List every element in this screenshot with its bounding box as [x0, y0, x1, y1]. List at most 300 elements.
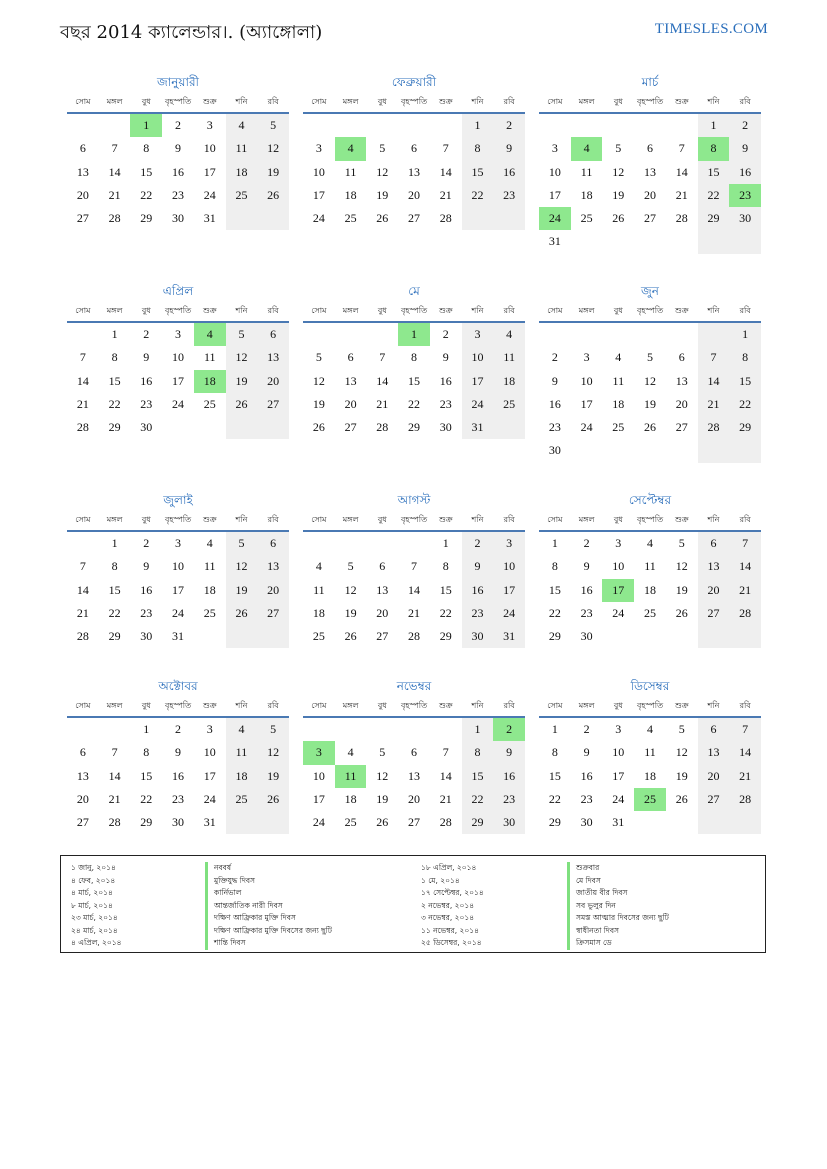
day-cell[interactable]: 2 [143, 536, 150, 550]
day-cell[interactable]: 10 [612, 745, 625, 760]
day-cell[interactable]: 6 [647, 141, 654, 156]
day-cell[interactable]: 7 [698, 346, 730, 369]
day-cell[interactable]: 24 [493, 602, 525, 625]
day-cell[interactable]: 19 [376, 187, 389, 202]
day-cell[interactable]: 13 [257, 346, 289, 369]
day-cell[interactable]: 22 [140, 791, 153, 806]
day-cell[interactable]: 9 [729, 137, 761, 160]
day-cell[interactable]: 22 [548, 791, 561, 806]
holiday-day-cell[interactable]: 8 [698, 137, 730, 160]
day-cell[interactable]: 27 [76, 211, 89, 226]
day-cell[interactable]: 22 [462, 788, 494, 811]
day-cell[interactable]: 1 [551, 722, 558, 736]
day-cell[interactable]: 13 [257, 555, 289, 578]
day-cell[interactable]: 11 [203, 559, 216, 574]
day-cell[interactable]: 6 [379, 559, 386, 574]
day-cell[interactable]: 21 [729, 579, 761, 602]
day-cell[interactable]: 12 [312, 373, 325, 388]
day-cell[interactable]: 15 [108, 373, 121, 388]
day-cell[interactable]: 22 [408, 396, 421, 411]
day-cell[interactable]: 11 [226, 137, 258, 160]
day-cell[interactable]: 29 [439, 629, 452, 644]
day-cell[interactable]: 26 [612, 211, 625, 226]
day-cell[interactable]: 8 [462, 137, 494, 160]
day-cell[interactable]: 1 [462, 718, 494, 741]
day-cell[interactable]: 19 [226, 579, 258, 602]
day-cell[interactable]: 2 [442, 327, 449, 341]
day-cell[interactable]: 21 [439, 187, 452, 202]
day-cell[interactable]: 20 [644, 187, 657, 202]
day-cell[interactable]: 4 [615, 350, 622, 365]
day-cell[interactable]: 16 [172, 768, 185, 783]
day-cell[interactable]: 19 [612, 187, 625, 202]
day-cell[interactable]: 27 [76, 815, 89, 830]
day-cell[interactable]: 19 [644, 396, 657, 411]
day-cell[interactable]: 27 [408, 815, 421, 830]
day-cell[interactable]: 20 [675, 396, 688, 411]
day-cell[interactable]: 23 [580, 605, 593, 620]
day-cell[interactable]: 17 [172, 373, 185, 388]
day-cell[interactable]: 5 [257, 718, 289, 741]
day-cell[interactable]: 27 [257, 602, 289, 625]
day-cell[interactable]: 16 [172, 164, 185, 179]
day-cell[interactable]: 10 [580, 373, 593, 388]
day-cell[interactable]: 10 [312, 768, 325, 783]
day-cell[interactable]: 4 [493, 323, 525, 346]
day-cell[interactable]: 19 [226, 370, 258, 393]
day-cell[interactable]: 16 [729, 161, 761, 184]
holiday-day-cell[interactable]: 4 [194, 323, 226, 346]
day-cell[interactable]: 15 [108, 582, 121, 597]
day-cell[interactable]: 16 [580, 582, 593, 597]
day-cell[interactable]: 14 [698, 370, 730, 393]
day-cell[interactable]: 27 [376, 629, 389, 644]
day-cell[interactable]: 9 [493, 741, 525, 764]
day-cell[interactable]: 15 [408, 373, 421, 388]
day-cell[interactable]: 4 [315, 559, 322, 574]
day-cell[interactable]: 21 [729, 765, 761, 788]
day-cell[interactable]: 15 [140, 768, 153, 783]
day-cell[interactable]: 14 [729, 555, 761, 578]
day-cell[interactable]: 2 [583, 722, 590, 736]
day-cell[interactable]: 8 [729, 346, 761, 369]
day-cell[interactable]: 28 [408, 629, 421, 644]
day-cell[interactable]: 18 [226, 765, 258, 788]
day-cell[interactable]: 31 [203, 815, 216, 830]
day-cell[interactable]: 1 [143, 722, 150, 736]
day-cell[interactable]: 12 [376, 768, 389, 783]
day-cell[interactable]: 15 [698, 161, 730, 184]
day-cell[interactable]: 18 [493, 370, 525, 393]
day-cell[interactable]: 8 [551, 745, 558, 760]
day-cell[interactable]: 24 [203, 791, 216, 806]
day-cell[interactable]: 13 [408, 164, 421, 179]
day-cell[interactable]: 7 [729, 532, 761, 555]
day-cell[interactable]: 17 [172, 582, 185, 597]
day-cell[interactable]: 16 [140, 582, 153, 597]
day-cell[interactable]: 3 [206, 118, 213, 132]
day-cell[interactable]: 14 [76, 582, 89, 597]
day-cell[interactable]: 3 [493, 532, 525, 555]
holiday-day-cell[interactable]: 4 [571, 137, 603, 160]
day-cell[interactable]: 18 [226, 161, 258, 184]
day-cell[interactable]: 16 [548, 396, 561, 411]
day-cell[interactable]: 27 [644, 211, 657, 226]
day-cell[interactable]: 4 [647, 536, 654, 550]
day-cell[interactable]: 11 [203, 350, 216, 365]
day-cell[interactable]: 11 [493, 346, 525, 369]
day-cell[interactable]: 14 [108, 768, 121, 783]
day-cell[interactable]: 2 [551, 350, 558, 365]
day-cell[interactable]: 5 [615, 141, 622, 156]
day-cell[interactable]: 14 [439, 768, 452, 783]
day-cell[interactable]: 23 [439, 396, 452, 411]
day-cell[interactable]: 13 [76, 164, 89, 179]
day-cell[interactable]: 1 [462, 114, 494, 137]
day-cell[interactable]: 24 [312, 211, 325, 226]
day-cell[interactable]: 22 [698, 184, 730, 207]
day-cell[interactable]: 7 [379, 350, 386, 365]
day-cell[interactable]: 5 [379, 141, 386, 156]
day-cell[interactable]: 23 [140, 396, 153, 411]
day-cell[interactable]: 11 [612, 373, 625, 388]
day-cell[interactable]: 10 [172, 559, 185, 574]
day-cell[interactable]: 13 [698, 741, 730, 764]
day-cell[interactable]: 23 [140, 605, 153, 620]
day-cell[interactable]: 14 [439, 164, 452, 179]
holiday-day-cell[interactable]: 18 [194, 370, 226, 393]
day-cell[interactable]: 21 [108, 187, 121, 202]
day-cell[interactable]: 5 [315, 350, 322, 365]
day-cell[interactable]: 11 [580, 164, 593, 179]
day-cell[interactable]: 21 [698, 393, 730, 416]
day-cell[interactable]: 6 [411, 141, 418, 156]
day-cell[interactable]: 26 [376, 815, 389, 830]
day-cell[interactable]: 31 [548, 234, 561, 249]
day-cell[interactable]: 30 [580, 629, 593, 644]
day-cell[interactable]: 5 [647, 350, 654, 365]
day-cell[interactable]: 26 [257, 184, 289, 207]
day-cell[interactable]: 25 [580, 211, 593, 226]
day-cell[interactable]: 23 [493, 788, 525, 811]
day-cell[interactable]: 27 [698, 602, 730, 625]
day-cell[interactable]: 8 [143, 745, 150, 760]
day-cell[interactable]: 30 [548, 443, 561, 458]
day-cell[interactable]: 15 [548, 768, 561, 783]
day-cell[interactable]: 12 [344, 582, 357, 597]
day-cell[interactable]: 24 [612, 791, 625, 806]
day-cell[interactable]: 19 [376, 791, 389, 806]
day-cell[interactable]: 20 [344, 396, 357, 411]
day-cell[interactable]: 12 [257, 137, 289, 160]
day-cell[interactable]: 7 [79, 350, 86, 365]
day-cell[interactable]: 20 [76, 187, 89, 202]
day-cell[interactable]: 23 [493, 184, 525, 207]
day-cell[interactable]: 21 [108, 791, 121, 806]
day-cell[interactable]: 12 [644, 373, 657, 388]
day-cell[interactable]: 28 [729, 788, 761, 811]
day-cell[interactable]: 29 [108, 420, 121, 435]
day-cell[interactable]: 8 [551, 559, 558, 574]
day-cell[interactable]: 9 [551, 373, 558, 388]
day-cell[interactable]: 11 [344, 164, 357, 179]
day-cell[interactable]: 8 [442, 559, 449, 574]
holiday-day-cell[interactable]: 3 [303, 741, 335, 764]
day-cell[interactable]: 15 [462, 161, 494, 184]
day-cell[interactable]: 24 [612, 605, 625, 620]
day-cell[interactable]: 6 [698, 532, 730, 555]
day-cell[interactable]: 11 [644, 559, 656, 574]
day-cell[interactable]: 26 [644, 420, 657, 435]
day-cell[interactable]: 14 [729, 741, 761, 764]
day-cell[interactable]: 10 [172, 350, 185, 365]
day-cell[interactable]: 17 [580, 396, 593, 411]
day-cell[interactable]: 7 [729, 718, 761, 741]
day-cell[interactable]: 7 [442, 141, 449, 156]
day-cell[interactable]: 31 [493, 625, 525, 648]
day-cell[interactable]: 21 [76, 605, 89, 620]
day-cell[interactable]: 3 [551, 141, 558, 156]
day-cell[interactable]: 29 [140, 211, 153, 226]
site-logo[interactable]: TIMESLES.COM [654, 21, 768, 37]
day-cell[interactable]: 2 [493, 114, 525, 137]
day-cell[interactable]: 9 [143, 350, 150, 365]
day-cell[interactable]: 19 [675, 768, 688, 783]
day-cell[interactable]: 24 [172, 396, 185, 411]
day-cell[interactable]: 30 [729, 207, 761, 230]
day-cell[interactable]: 3 [583, 350, 590, 365]
day-cell[interactable]: 31 [612, 815, 625, 830]
day-cell[interactable]: 29 [548, 629, 561, 644]
day-cell[interactable]: 18 [203, 582, 216, 597]
day-cell[interactable]: 24 [203, 187, 216, 202]
day-cell[interactable]: 1 [111, 327, 118, 341]
day-cell[interactable]: 23 [580, 791, 593, 806]
day-cell[interactable]: 28 [76, 629, 89, 644]
day-cell[interactable]: 20 [376, 605, 389, 620]
day-cell[interactable]: 18 [644, 768, 657, 783]
day-cell[interactable]: 25 [312, 629, 325, 644]
day-cell[interactable]: 10 [312, 164, 325, 179]
day-cell[interactable]: 29 [462, 811, 494, 834]
day-cell[interactable]: 1 [729, 323, 761, 346]
day-cell[interactable]: 26 [257, 788, 289, 811]
day-cell[interactable]: 20 [698, 579, 730, 602]
day-cell[interactable]: 10 [612, 559, 625, 574]
day-cell[interactable]: 16 [462, 579, 494, 602]
day-cell[interactable]: 26 [312, 420, 325, 435]
day-cell[interactable]: 31 [462, 416, 494, 439]
day-cell[interactable]: 2 [729, 114, 761, 137]
day-cell[interactable]: 29 [140, 815, 153, 830]
day-cell[interactable]: 12 [376, 164, 389, 179]
day-cell[interactable]: 22 [462, 184, 494, 207]
day-cell[interactable]: 27 [408, 211, 421, 226]
day-cell[interactable]: 10 [203, 141, 216, 156]
day-cell[interactable]: 17 [612, 768, 625, 783]
day-cell[interactable]: 9 [175, 141, 182, 156]
day-cell[interactable]: 16 [140, 373, 153, 388]
day-cell[interactable]: 6 [411, 745, 418, 760]
day-cell[interactable]: 19 [675, 582, 688, 597]
day-cell[interactable]: 26 [226, 602, 258, 625]
day-cell[interactable]: 3 [175, 536, 182, 550]
day-cell[interactable]: 12 [675, 745, 688, 760]
day-cell[interactable]: 18 [312, 605, 325, 620]
day-cell[interactable]: 9 [583, 559, 590, 574]
day-cell[interactable]: 25 [644, 605, 657, 620]
day-cell[interactable]: 20 [257, 370, 289, 393]
day-cell[interactable]: 4 [206, 536, 213, 550]
day-cell[interactable]: 29 [729, 416, 761, 439]
day-cell[interactable]: 5 [226, 532, 258, 555]
day-cell[interactable]: 24 [580, 420, 593, 435]
day-cell[interactable]: 5 [257, 114, 289, 137]
day-cell[interactable]: 7 [111, 745, 118, 760]
day-cell[interactable]: 22 [729, 393, 761, 416]
day-cell[interactable]: 13 [698, 555, 730, 578]
day-cell[interactable]: 31 [203, 211, 216, 226]
day-cell[interactable]: 8 [411, 350, 418, 365]
day-cell[interactable]: 10 [493, 555, 525, 578]
day-cell[interactable]: 29 [548, 815, 561, 830]
day-cell[interactable]: 24 [172, 605, 185, 620]
day-cell[interactable]: 5 [379, 745, 386, 760]
day-cell[interactable]: 22 [548, 605, 561, 620]
day-cell[interactable]: 3 [615, 536, 622, 550]
day-cell[interactable]: 16 [580, 768, 593, 783]
day-cell[interactable]: 11 [226, 741, 258, 764]
day-cell[interactable]: 18 [612, 396, 625, 411]
day-cell[interactable]: 30 [140, 420, 153, 435]
day-cell[interactable]: 2 [175, 118, 182, 132]
day-cell[interactable]: 14 [76, 373, 89, 388]
day-cell[interactable]: 24 [462, 393, 494, 416]
day-cell[interactable]: 21 [76, 396, 89, 411]
day-cell[interactable]: 25 [493, 393, 525, 416]
day-cell[interactable]: 3 [615, 722, 622, 736]
day-cell[interactable]: 22 [108, 396, 121, 411]
day-cell[interactable]: 22 [140, 187, 153, 202]
day-cell[interactable]: 19 [257, 765, 289, 788]
day-cell[interactable]: 1 [698, 114, 730, 137]
day-cell[interactable]: 5 [347, 559, 354, 574]
day-cell[interactable]: 17 [203, 164, 216, 179]
day-cell[interactable]: 29 [408, 420, 421, 435]
day-cell[interactable]: 3 [315, 141, 322, 156]
day-cell[interactable]: 8 [143, 141, 150, 156]
day-cell[interactable]: 6 [79, 141, 86, 156]
day-cell[interactable]: 8 [111, 559, 118, 574]
day-cell[interactable]: 15 [729, 370, 761, 393]
day-cell[interactable]: 6 [698, 718, 730, 741]
day-cell[interactable]: 30 [462, 625, 494, 648]
day-cell[interactable]: 26 [376, 211, 389, 226]
day-cell[interactable]: 24 [312, 815, 325, 830]
day-cell[interactable]: 10 [203, 745, 216, 760]
day-cell[interactable]: 23 [548, 420, 561, 435]
day-cell[interactable]: 16 [493, 765, 525, 788]
day-cell[interactable]: 23 [172, 187, 185, 202]
day-cell[interactable]: 12 [226, 555, 258, 578]
day-cell[interactable]: 5 [678, 722, 685, 736]
day-cell[interactable]: 31 [172, 629, 185, 644]
day-cell[interactable]: 22 [439, 605, 452, 620]
day-cell[interactable]: 28 [698, 416, 730, 439]
day-cell[interactable]: 17 [548, 187, 561, 202]
day-cell[interactable]: 25 [344, 211, 357, 226]
day-cell[interactable]: 3 [462, 323, 494, 346]
day-cell[interactable]: 18 [344, 187, 357, 202]
day-cell[interactable]: 13 [344, 373, 357, 388]
day-cell[interactable]: 12 [675, 559, 688, 574]
holiday-day-cell[interactable]: 2 [493, 718, 525, 741]
day-cell[interactable]: 16 [493, 161, 525, 184]
day-cell[interactable]: 21 [439, 791, 452, 806]
day-cell[interactable]: 18 [344, 791, 357, 806]
day-cell[interactable]: 19 [312, 396, 325, 411]
day-cell[interactable]: 13 [376, 582, 389, 597]
day-cell[interactable]: 28 [675, 211, 688, 226]
day-cell[interactable]: 11 [313, 582, 325, 597]
day-cell[interactable]: 18 [644, 582, 657, 597]
day-cell[interactable]: 1 [442, 536, 449, 550]
day-cell[interactable]: 15 [548, 582, 561, 597]
day-cell[interactable]: 4 [226, 114, 258, 137]
holiday-day-cell[interactable]: 4 [335, 137, 367, 160]
day-cell[interactable]: 8 [111, 350, 118, 365]
day-cell[interactable]: 17 [203, 768, 216, 783]
day-cell[interactable]: 4 [647, 722, 654, 736]
day-cell[interactable]: 21 [675, 187, 688, 202]
day-cell[interactable]: 20 [257, 579, 289, 602]
day-cell[interactable]: 17 [312, 791, 325, 806]
day-cell[interactable]: 25 [203, 396, 216, 411]
day-cell[interactable]: 2 [462, 532, 494, 555]
day-cell[interactable]: 22 [108, 605, 121, 620]
day-cell[interactable]: 26 [344, 629, 357, 644]
day-cell[interactable]: 9 [583, 745, 590, 760]
day-cell[interactable]: 25 [226, 788, 258, 811]
day-cell[interactable]: 7 [411, 559, 418, 574]
day-cell[interactable]: 17 [462, 370, 494, 393]
day-cell[interactable]: 28 [439, 815, 452, 830]
day-cell[interactable]: 20 [698, 765, 730, 788]
day-cell[interactable]: 4 [226, 718, 258, 741]
day-cell[interactable]: 28 [76, 420, 89, 435]
day-cell[interactable]: 6 [257, 532, 289, 555]
day-cell[interactable]: 9 [442, 350, 449, 365]
day-cell[interactable]: 12 [257, 741, 289, 764]
day-cell[interactable]: 7 [678, 141, 685, 156]
day-cell[interactable]: 15 [140, 164, 153, 179]
day-cell[interactable]: 25 [203, 605, 216, 620]
holiday-day-cell[interactable]: 25 [634, 788, 666, 811]
day-cell[interactable]: 26 [675, 791, 688, 806]
day-cell[interactable]: 20 [76, 791, 89, 806]
holiday-day-cell[interactable]: 24 [539, 207, 571, 230]
day-cell[interactable]: 15 [462, 765, 494, 788]
holiday-day-cell[interactable]: 11 [335, 765, 367, 788]
day-cell[interactable]: 10 [462, 346, 494, 369]
day-cell[interactable]: 28 [439, 211, 452, 226]
day-cell[interactable]: 4 [347, 745, 354, 760]
day-cell[interactable]: 6 [678, 350, 685, 365]
day-cell[interactable]: 6 [347, 350, 354, 365]
day-cell[interactable]: 25 [226, 184, 258, 207]
day-cell[interactable]: 20 [408, 187, 421, 202]
day-cell[interactable]: 5 [678, 536, 685, 550]
